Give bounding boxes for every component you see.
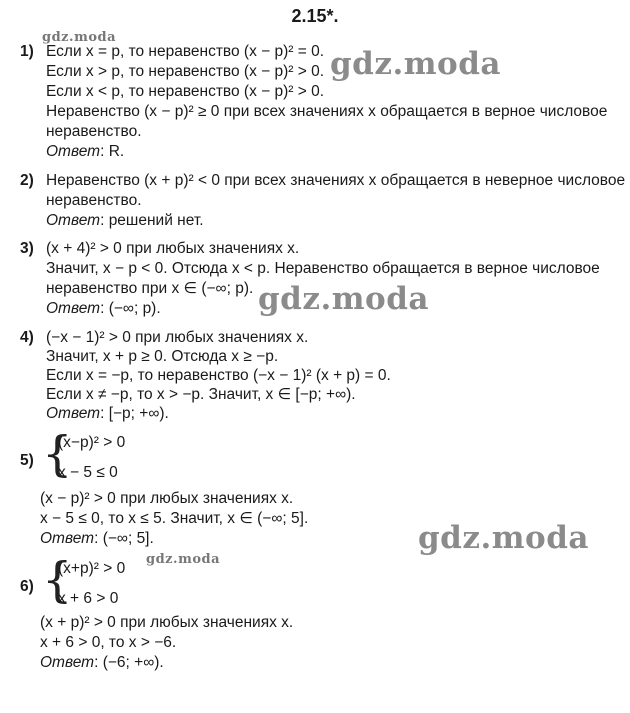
item-6-line-2: x + 6 > 0, то x > −6. <box>40 634 177 651</box>
brace-icon: { <box>42 426 73 482</box>
item-5-answer <box>40 530 154 548</box>
problem-title: 2.15*. <box>291 6 339 26</box>
item-3-answer <box>46 300 161 318</box>
item-6-answer <box>40 654 164 672</box>
watermark-big-1: gdz.moda <box>330 46 501 82</box>
answer-label: Ответ <box>46 405 101 422</box>
item-1-line-5: неравенство. <box>46 123 142 140</box>
watermark-big-3: gdz.moda <box>418 520 589 556</box>
answer-label: Ответ <box>46 143 101 160</box>
watermark-small-top: gdz.moda <box>42 30 117 45</box>
answer-label: Ответ <box>46 300 101 317</box>
answer-value: : R. <box>100 143 125 160</box>
system-row-1: (x−p)² > 0 <box>58 434 126 451</box>
system-row-2: x − 5 ≤ 0 <box>58 464 118 481</box>
item-1-line-2: Если x > p, то неравенство (x − p)² > 0. <box>46 63 325 80</box>
item-4-number: 4) <box>20 329 34 346</box>
item-3-line-3: неравенство при x ∈ (−∞; p). <box>46 280 254 297</box>
item-6-line-1: (x + p)² > 0 при любых значениях x. <box>40 614 294 631</box>
system-row-2: x + 6 > 0 <box>58 590 119 607</box>
watermark-small-bottom: gdz.moda <box>146 552 221 567</box>
item-5-line-1: (x − p)² > 0 при любых значениях x. <box>40 490 294 507</box>
item-5-line-2: x − 5 ≤ 0, то x ≤ 5. Значит, x ∈ (−∞; 5]. <box>40 510 309 527</box>
item-4-line-4: Если x ≠ −p, то x > −p. Значит, x ∈ [−p; +∞). <box>46 386 356 403</box>
system-row-1: (x+p)² > 0 <box>58 560 126 577</box>
item-1-line-1: Если x = p, то неравенство (x − p)² = 0. <box>46 43 325 60</box>
item-2-line-1: Неравенство (x + p)² < 0 при всех значениях x обращается в неверное числовое <box>46 172 626 189</box>
item-1-number: 1) <box>20 43 34 60</box>
answer-label: Ответ <box>40 530 95 547</box>
item-3-line-1: (x + 4)² > 0 при любых значениях x. <box>46 240 300 257</box>
answer-label: Ответ <box>40 654 95 671</box>
item-4-line-2: Значит, x + p ≥ 0. Отсюда x ≥ −p. <box>46 348 279 365</box>
answer-value: : решений нет. <box>100 212 204 229</box>
item-4-answer <box>46 405 169 423</box>
answer-label: Ответ <box>46 212 101 229</box>
item-4-line-1: (−x − 1)² > 0 при любых значениях x. <box>46 329 309 346</box>
item-1-answer <box>46 143 124 161</box>
item-5-number: 5) <box>20 452 34 469</box>
answer-value: : [−p; +∞). <box>100 405 169 422</box>
item-1-line-3: Если x < p, то неравенство (x − p)² > 0. <box>46 83 325 100</box>
watermark-big-2: gdz.moda <box>258 281 429 317</box>
answer-value: : (−6; +∞). <box>94 654 164 671</box>
item-6-number: 6) <box>20 578 34 595</box>
item-4-line-3: Если x = −p, то неравенство (−x − 1)² (x + p) = 0. <box>46 367 391 384</box>
item-2-answer <box>46 212 204 230</box>
brace-icon: { <box>42 552 73 608</box>
item-3-line-2: Значит, x − p < 0. Отсюда x < p. Неравенство обращается в верное числовое <box>46 260 600 277</box>
item-2-line-2: неравенство. <box>46 192 142 209</box>
answer-value: : (−∞; 5]. <box>94 530 154 547</box>
answer-value: : (−∞; p). <box>100 300 161 317</box>
item-2-number: 2) <box>20 172 34 189</box>
item-1-line-4: Неравенство (x − p)² ≥ 0 при всех значениях x обращается в верное числовое <box>46 103 608 120</box>
item-3-number: 3) <box>20 240 34 257</box>
